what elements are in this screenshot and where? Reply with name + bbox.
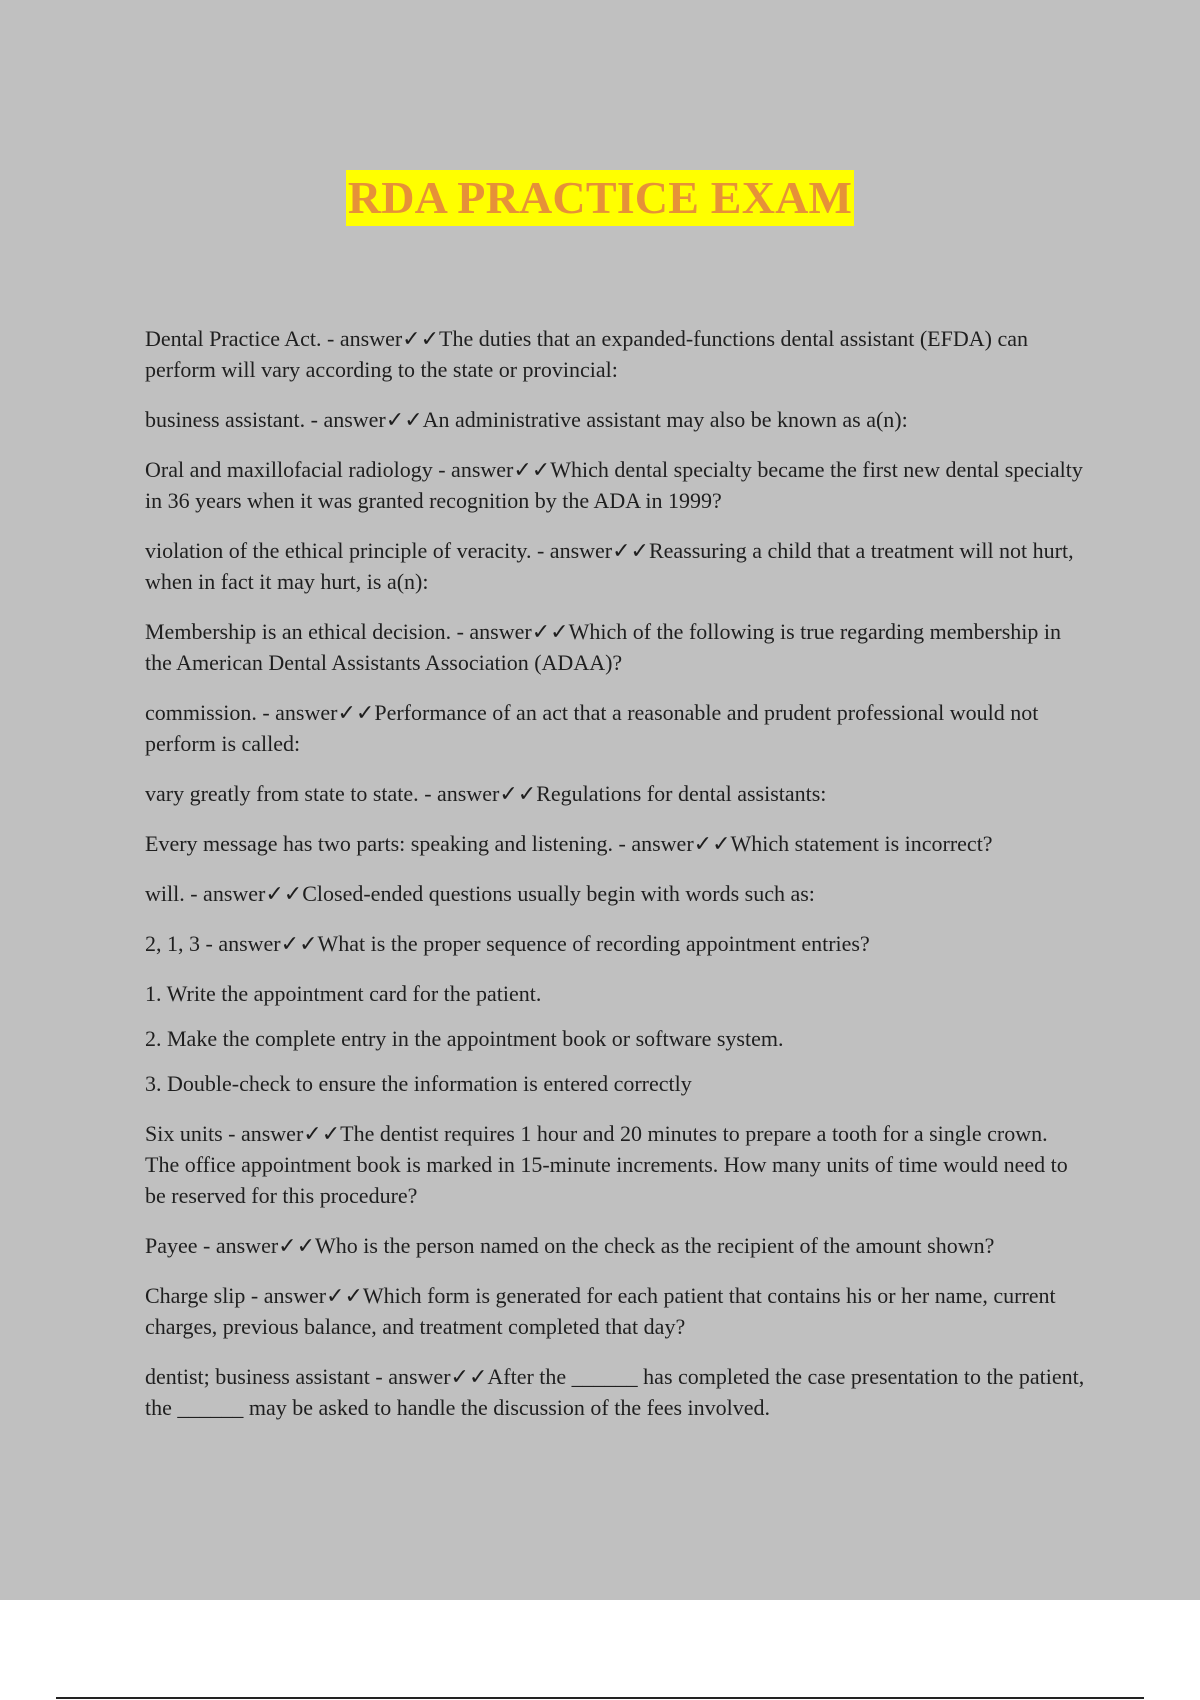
- qa-item-5: [145, 616, 1085, 678]
- qa-question: What is the proper sequence of recording appointment entries?: [317, 931, 870, 956]
- qa-separator: - answer✓✓: [245, 1283, 363, 1308]
- qa-separator: - answer✓✓: [256, 700, 375, 725]
- qa-question: The duties that an expanded-functions dental assistant (EFDA) can perform will vary according to the state or provincial:: [145, 326, 1028, 382]
- qa-answer: Six units: [145, 1121, 223, 1146]
- sequence-step-3: 3. Double-check to ensure the information is entered correctly: [145, 1071, 692, 1096]
- qa-item-6: [145, 697, 1085, 759]
- qa-answer: commission.: [145, 700, 257, 725]
- qa-answer: will.: [145, 881, 185, 906]
- qa-separator: - answer✓✓: [432, 457, 551, 482]
- qa-answer: Membership is an ethical decision.: [145, 619, 452, 644]
- sequence-step-1: 1. Write the appointment card for the patient.: [145, 981, 542, 1006]
- qa-question: The dentist requires 1 hour and 20 minutes to prepare a tooth for a single crown. The office appointment book is marked in 15-minute increments. How many units of time would need to be reserved for this procedure?: [145, 1121, 1068, 1208]
- qa-answer: vary greatly from state to state.: [145, 781, 419, 806]
- qa-answer: business assistant.: [145, 407, 306, 432]
- qa-item-14: [145, 1361, 1085, 1423]
- qa-item-3: [145, 454, 1085, 516]
- qa-question: Reassuring a child that a treatment will not hurt, when in fact it may hurt, is a(n):: [145, 538, 1074, 594]
- qa-item-9: [145, 878, 1085, 909]
- qa-list: [145, 323, 1085, 1442]
- qa-item-4: [145, 535, 1085, 597]
- qa-separator: - answer✓✓: [197, 1233, 316, 1258]
- qa-answer: dentist; business assistant: [145, 1364, 370, 1389]
- qa-separator: - answer✓✓: [451, 619, 569, 644]
- qa-answer: Every message has two parts: speaking and listening.: [145, 831, 614, 856]
- qa-answer: Oral and maxillofacial radiology: [145, 457, 433, 482]
- qa-item-2: [145, 404, 1085, 435]
- qa-separator: - answer✓✓: [222, 1121, 341, 1146]
- qa-question: Which of the following is true regarding membership in the American Dental Assistants Association (ADAA)?: [145, 619, 1062, 675]
- qa-item-10: [145, 928, 1085, 959]
- qa-item-12: [145, 1230, 1085, 1261]
- qa-separator: - answer✓✓: [531, 538, 649, 563]
- qa-question: After the ______ has completed the case presentation to the patient, the ______ may be asked to handle the discussion of the fees involved.: [145, 1364, 1085, 1420]
- qa-separator: - answer✓✓: [369, 1364, 488, 1389]
- qa-item-7: [145, 778, 1085, 809]
- page-title: RDA PRACTICE EXAM: [346, 170, 854, 226]
- qa-separator: - answer✓✓: [418, 781, 537, 806]
- qa-separator: - answer✓✓: [613, 831, 731, 856]
- qa-answer: Dental Practice Act.: [145, 326, 322, 351]
- title-wrapper: [0, 170, 1200, 226]
- qa-answer: Charge slip: [145, 1283, 246, 1308]
- qa-separator: - answer✓✓: [321, 326, 440, 351]
- qa-item-1: [145, 323, 1085, 385]
- qa-question: An administrative assistant may also be known as a(n):: [422, 407, 908, 432]
- qa-separator: - answer✓✓: [200, 931, 318, 956]
- sequence-step-2: 2. Make the complete entry in the appointment book or software system.: [145, 1026, 784, 1051]
- footer-divider: [56, 1697, 1144, 1699]
- qa-answer: violation of the ethical principle of veracity.: [145, 538, 532, 563]
- qa-question: Which dental specialty became the first new dental specialty in 36 years when it was granted recognition by the ADA in 1999?: [145, 457, 1083, 513]
- qa-question: Performance of an act that a reasonable and prudent professional would not perform is called:: [145, 700, 1039, 756]
- qa-question: Closed-ended questions usually begin with words such as:: [302, 881, 815, 906]
- qa-item-11: [145, 1118, 1085, 1211]
- qa-answer: Payee: [145, 1233, 198, 1258]
- qa-question: Which statement is incorrect?: [730, 831, 993, 856]
- qa-separator: - answer✓✓: [184, 881, 303, 906]
- qa-item-8: [145, 828, 1085, 859]
- qa-answer: 2, 1, 3: [145, 931, 200, 956]
- qa-question: Who is the person named on the check as the recipient of the amount shown?: [315, 1233, 995, 1258]
- qa-item-13: [145, 1280, 1085, 1342]
- qa-question: Which form is generated for each patient that contains his or her name, current charges, previous balance, and treatment completed that day?: [145, 1283, 1056, 1339]
- qa-separator: - answer✓✓: [305, 407, 423, 432]
- qa-question: Regulations for dental assistants:: [536, 781, 827, 806]
